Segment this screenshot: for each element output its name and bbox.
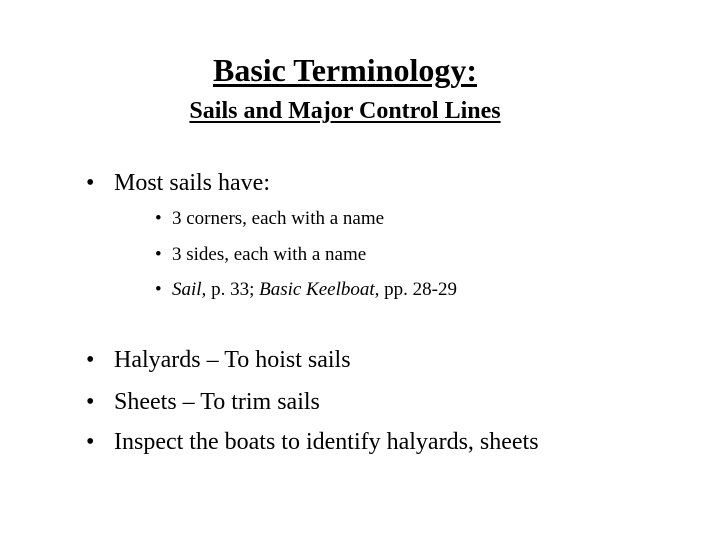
sub-bullet-text [172,279,457,301]
bullet-glyph: • [86,347,95,373]
bullet-glyph: • [155,208,162,229]
bullet-text: Inspect the boats to identify halyards, sheets [114,429,539,455]
slide-subtitle: Sails and Major Control Lines [189,98,501,124]
bullet-text: Sheets – To trim sails [114,389,320,415]
book-title-sail: Sail, [172,279,207,300]
bullet-glyph: • [86,429,95,455]
sub-bullet-text: 3 sides, each with a name [172,244,367,265]
book-title-basic-keelboat: Basic Keelboat [259,279,375,300]
slide-title: Basic Terminology: [212,52,477,88]
bullet-glyph: • [155,244,162,265]
page-ref: p. 33; [206,279,260,300]
sub-bullet-text: 3 corners, each with a name [172,208,385,229]
bullet-glyph: • [86,389,95,415]
bullet-text: Halyards – To hoist sails [114,347,351,373]
bullet-text: Most sails have: [114,170,270,196]
page-ref: , pp. 28-29 [374,279,457,300]
bullet-glyph: • [155,279,162,300]
bullet-glyph: • [86,170,95,196]
